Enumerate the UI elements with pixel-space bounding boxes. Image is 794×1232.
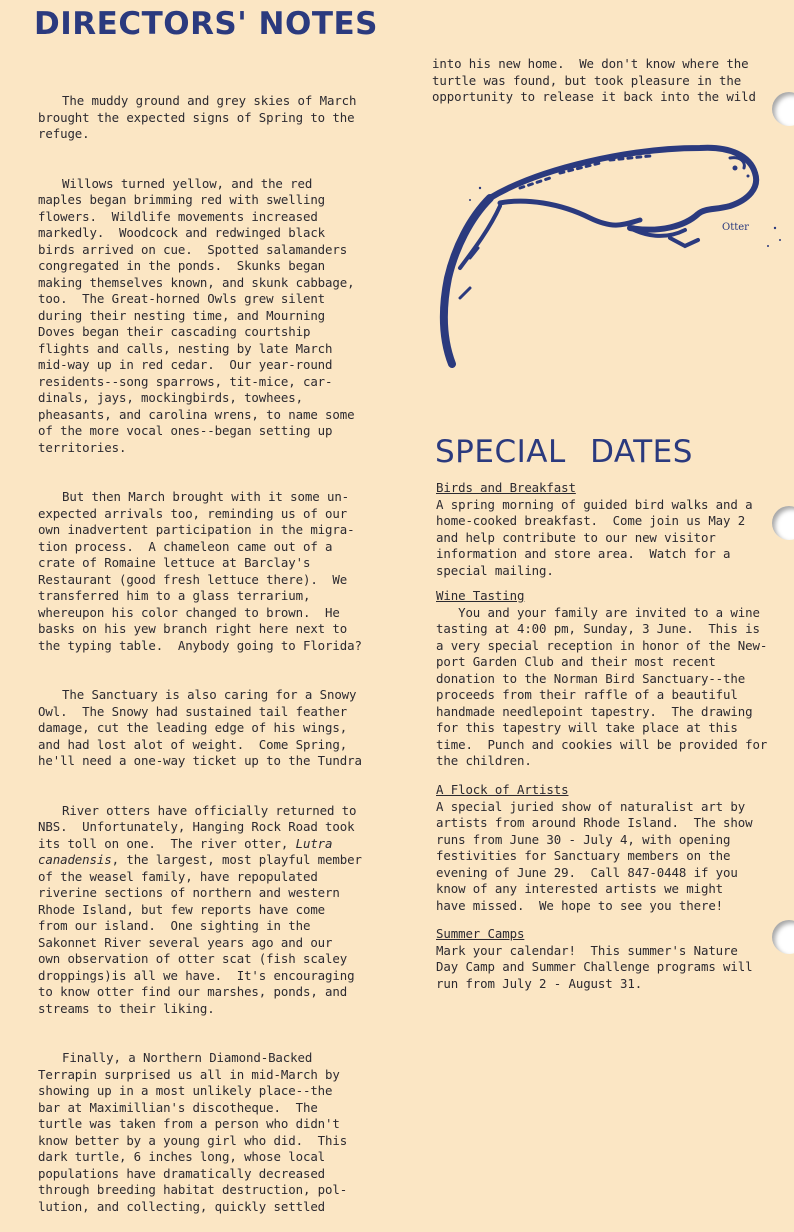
event-body: You and your family are invited to a wine tasting at 4:00 pm, Sunday, 3 June. This is a very special reception in honor of the New- port Garden Club and their most recent donation to the Norman Bird Sanctuary--the proceeds from their raffle of a beautiful handmade needlepoint tapestry. The drawing for this tapestry will take place at this time. Punch and cookies will be provided for the children.	[436, 604, 768, 768]
paragraph: The muddy ground and grey skies of March brought the expected signs of Spring to the refuge.	[38, 93, 357, 141]
directors-notes-text	[38, 60, 362, 1232]
otter-illustration	[430, 128, 794, 378]
paragraph: Willows turned yellow, and the red maples began brimming red with swelling flowers. Wildlife movements increased markedly. Woodcock and redwinged black birds arrived on cue. Spotted salamanders congregated in the ponds. Skunks began making themselves known, and skunk cabbage, too. The Great-horned Owls grew silent during their nesting time, and Mourning Doves began their cascading courtship flights and calls, nesting by late March mid-way up in red cedar. Our year-round residents--song sparrows, tit-mice, car- dinals, jays, mockingbirds, towhees, pheasants, and carolina wrens, to name some of the more vocal ones--began setting up territories.	[38, 175, 355, 455]
binder-hole	[772, 92, 794, 126]
special-dates-title: SPECIAL DATES	[435, 434, 693, 470]
event-heading: Wine Tasting	[436, 588, 525, 603]
event-body: Mark your calendar! This summer's Nature Day Camp and Summer Challenge programs will run from July 2 - August 31.	[436, 942, 753, 991]
paragraph: But then March brought with it some un- expected arrivals too, reminding us of our own inadvertent participation in the migra- tion process. A chameleon came out of a crate of Romaine lettuce at Barclay's Restaurant (good fresh lettuce there). We transferred him to a glass terrarium, whereupon his color changed to brown. He basks on his yew branch right here next to the typing table. Anybody going to Florida?	[38, 489, 362, 653]
event-body: A spring morning of guided bird walks and a home-cooked breakfast. Come join us May 2 and help contribute to our new visitor information and store area. Watch for a special mailing.	[436, 496, 753, 578]
event-heading: Birds and Breakfast	[436, 480, 576, 495]
page-title: DIRECTORS' NOTES	[34, 6, 378, 42]
paragraph: River otters have officially returned to NBS. Unfortunately, Hanging Rock Road took its toll on one. The river otter, Lutra canadensis, the largest, most playful member of the weasel family, have repopulated riverine sections of northern and western Rhode Island, but few reports have come from our island. One sighting in the Sakonnet River several years ago and our own observation of otter scat (fish scaley droppings)is all we have. It's encouraging to know otter find our marshes, ponds, and streams to their liking.	[38, 802, 362, 1016]
event-body: A special juried show of naturalist art by artists from around Rhode Island. The show runs from June 30 - July 4, with opening festivities for Sanctuary members on the evening of June 29. Call 847-0448 if you know of any interested artists we might have missed. We hope to see you there!	[436, 798, 753, 913]
paragraph: Finally, a Northern Diamond-Backed Terrapin surprised us all in mid-March by showing up in a most unlikely place--the bar at Maximillian's discotheque. The turtle was taken from a person who didn't know better by a young girl who did. This dark turtle, 6 inches long, whose local populations have dramatically decreased through breeding habitat destruction, pol- lution, and collecting, quickly settled	[38, 1050, 348, 1214]
binder-hole	[772, 920, 794, 954]
binder-hole	[772, 506, 794, 540]
event-heading: Summer Camps	[436, 926, 525, 941]
paragraph: The Sanctuary is also caring for a Snowy Owl. The Snowy had sustained tail feather damage, cut the leading edge of his wings, and had lost alot of weight. Come Spring, he'll need a one-way ticket up to the Tundra	[38, 687, 362, 768]
event-flock-of-artists	[436, 782, 752, 914]
illustration-label: Otter	[722, 222, 749, 233]
event-wine-tasting	[436, 588, 767, 770]
event-heading: A Flock of Artists	[436, 782, 569, 797]
event-birds-and-breakfast	[436, 480, 752, 579]
event-summer-camps	[436, 926, 752, 992]
continued-text: into his new home. We don't know where the turtle was found, but took pleasure in the opportunity to release it back into the wild	[432, 56, 756, 104]
